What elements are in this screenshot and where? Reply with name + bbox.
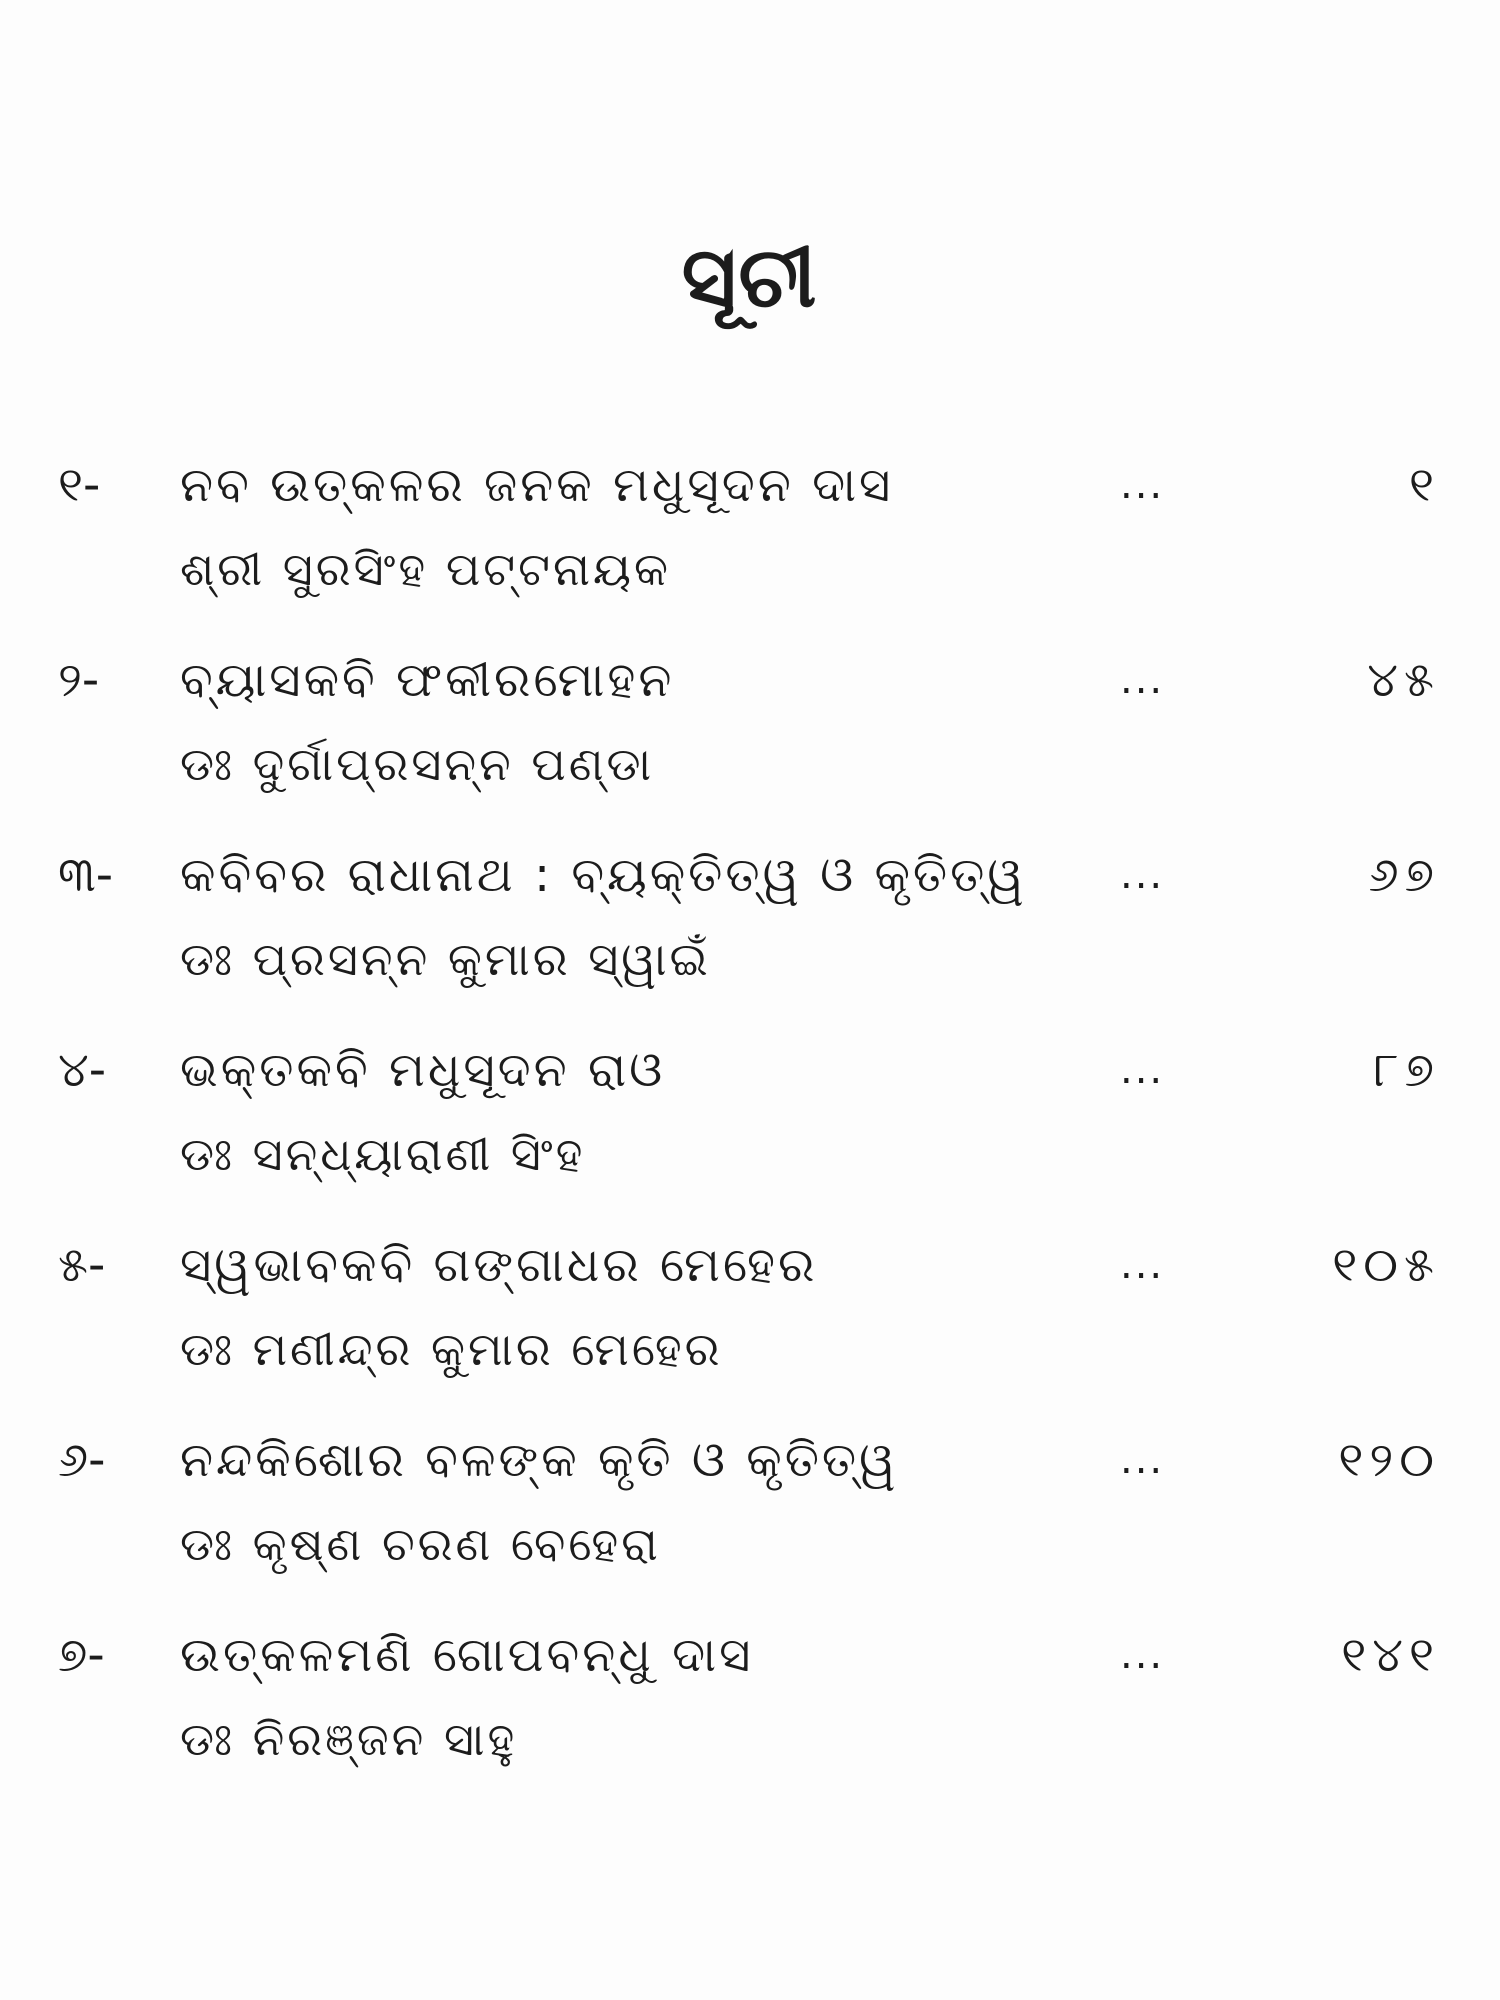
entry-author: ଡଃ ସନ୍ଧ୍ୟାରାଣୀ ସିଂହ <box>180 1127 586 1181</box>
entry-page-number: ୧୪୧ <box>1341 1627 1440 1683</box>
entry-title: ବ୍ୟାସକବି ଫକୀରମୋହନ <box>180 652 675 708</box>
entry-title: ଭକ୍ତକବି ମଧୁସୂଦନ ରାଓ <box>180 1042 666 1098</box>
entry-page-number: ୬୭ <box>1368 847 1440 903</box>
entry-author: ଡଃ ନିରଞ୍ଜନ ସାହୁ <box>180 1712 518 1766</box>
entry-number: ୩- <box>58 847 114 903</box>
entry-number: ୧- <box>58 457 101 513</box>
entry-author: ଡଃ ଦୁର୍ଗାପ୍ରସନ୍ନ ପଣ୍ଡା <box>180 737 655 791</box>
entry-author: ଡଃ କୃଷ୍ଣ ଚରଣ ବେହେରା <box>180 1517 661 1571</box>
entry-leader-dots: ... <box>1120 852 1165 898</box>
entry-author: ଡଃ ମଣୀନ୍ଦ୍ର କୁମାର ମେହେର <box>180 1322 723 1376</box>
toc-entry <box>0 455 1500 635</box>
entry-leader-dots: ... <box>1120 1242 1165 1288</box>
toc-entry <box>0 1235 1500 1415</box>
toc-entry <box>0 1430 1500 1610</box>
toc-entry <box>0 1625 1500 1805</box>
entry-number: ୫- <box>58 1237 106 1293</box>
entry-title: ଉତ୍କଳମଣି ଗୋପବନ୍ଧୁ ଦାସ <box>180 1627 754 1683</box>
page-title: ସୂଚୀ <box>681 228 819 326</box>
toc-entry <box>0 650 1500 830</box>
entry-leader-dots: ... <box>1120 657 1165 703</box>
entry-number: ୬- <box>58 1432 106 1488</box>
entry-title: ସ୍ୱଭାବକବି ଗଙ୍ଗାଧର ମେହେର <box>180 1237 818 1293</box>
entry-page-number: ୧ <box>1408 457 1440 513</box>
entry-title: ନବ ଉତ୍କଳର ଜନକ ମଧୁସୂଦନ ଦାସ <box>180 457 894 513</box>
entry-page-number: ୧୨୦ <box>1338 1432 1440 1488</box>
entry-leader-dots: ... <box>1120 1437 1165 1483</box>
entry-leader-dots: ... <box>1120 1047 1165 1093</box>
entry-page-number: ୧୦୫ <box>1332 1237 1440 1293</box>
entry-author: ଡଃ ପ୍ରସନ୍ନ କୁମାର ସ୍ୱାଇଁ <box>180 932 711 986</box>
entry-leader-dots: ... <box>1120 1632 1165 1678</box>
entry-leader-dots: ... <box>1120 462 1165 508</box>
entry-number: ୨- <box>58 652 100 708</box>
toc-entry <box>0 845 1500 1025</box>
entry-number: ୭- <box>58 1627 105 1683</box>
entry-author: ଶ୍ରୀ ସୁରସିଂହ ପଟ୍ଟନାୟକ <box>180 542 671 596</box>
toc-entry <box>0 1040 1500 1220</box>
entry-number: ୪- <box>58 1042 107 1098</box>
entry-page-number: ୪୫ <box>1367 652 1440 708</box>
entry-title: କବିବର ରାଧାନାଥ : ବ୍ୟକ୍ତିତ୍ୱ ଓ କୃତିତ୍ୱ <box>180 847 1027 903</box>
entry-title: ନନ୍ଦକିଶୋର ବଳଙ୍କ କୃତି ଓ କୃତିତ୍ୱ <box>180 1432 899 1488</box>
entry-page-number: ୮୭ <box>1373 1042 1440 1098</box>
